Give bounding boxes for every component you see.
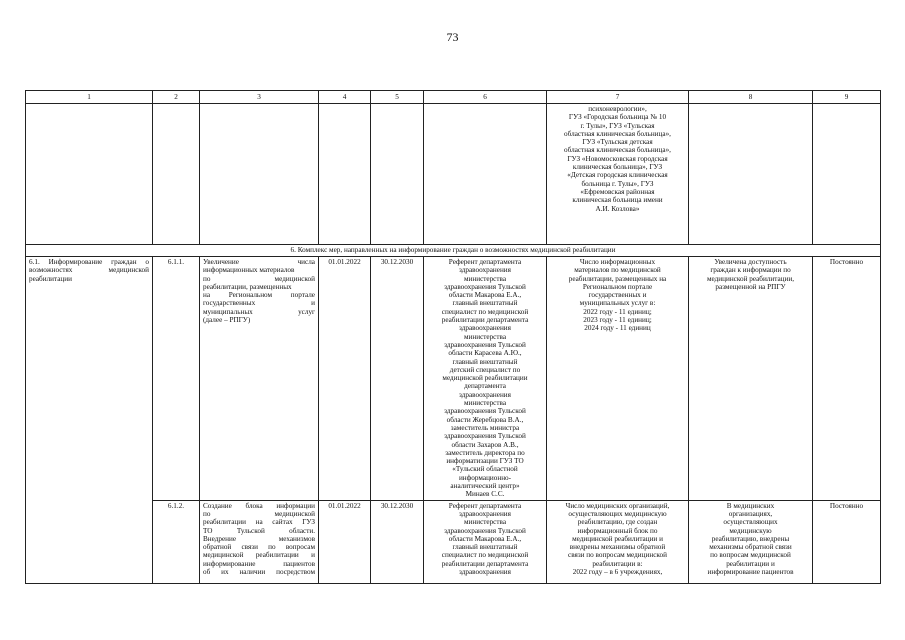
- section-row: [26, 245, 881, 257]
- cell: [319, 104, 371, 245]
- text-line: на Региональном портале: [203, 291, 315, 300]
- text-line: осуществляющих медицинскую: [568, 509, 667, 518]
- end-date: 30.12.2030: [371, 500, 424, 583]
- text-line: области Захаров А.В.,: [451, 440, 519, 449]
- responsible-cell: [424, 257, 547, 501]
- text-line: областная клиническая больница»,: [564, 129, 671, 138]
- text-line: Внедрение механизмов: [203, 534, 315, 543]
- text-line: здравоохранения: [459, 266, 511, 275]
- col-header-2: 2: [153, 91, 200, 104]
- result-cell: [689, 257, 813, 501]
- start-date: 01.01.2022: [319, 257, 371, 501]
- plan-table: [25, 90, 881, 584]
- text-line: здравоохранения: [459, 509, 511, 518]
- task-cell: 6.1. Информирование граждан о возможностях медицинской реабилитации: [26, 257, 153, 584]
- text-line: здравоохранения: [459, 390, 511, 399]
- col-header-4: 4: [319, 91, 371, 104]
- text-line: Минаев С.С.: [465, 490, 505, 499]
- text-line: главный внештатный: [452, 357, 518, 366]
- text-line: муниципальных услуг в:: [579, 299, 656, 308]
- text-line: государственных и: [588, 291, 647, 300]
- col-header-8: 8: [689, 91, 813, 104]
- col-header-1: 1: [26, 91, 153, 104]
- text-line: ГУЗ «Городская больница № 10: [568, 113, 667, 122]
- text-line: государственных и: [203, 299, 315, 308]
- text-line: реабилитации и: [726, 559, 775, 568]
- text-line: специалист по медицинской: [441, 307, 529, 316]
- text-line: В медицинских: [726, 501, 775, 510]
- text-line: психоневрологии»,: [588, 105, 647, 113]
- text-line: информационных материалов: [203, 266, 295, 275]
- text-line: области Карасева А.Ю.,: [448, 349, 522, 358]
- text-line: по вопросам медицинской: [710, 551, 791, 560]
- text-line: здравоохранения Тульской: [444, 282, 526, 291]
- text-line: здравоохранения Тульской: [444, 340, 526, 349]
- text-line: здравоохранения Тульской: [444, 432, 526, 441]
- text-line: заместитель министра: [450, 423, 520, 432]
- text-line: реабилитации, размещенных на: [568, 274, 667, 283]
- action-cell: [200, 500, 319, 583]
- text-line: Увеличение числа: [203, 258, 315, 266]
- text-line: медицинской реабилитации: [442, 374, 528, 383]
- continuation-row: [26, 104, 881, 245]
- text-line: ТО Тульской области.: [203, 526, 315, 535]
- text-line: информационно-: [458, 473, 512, 482]
- text-line: области Жеребцова В.А.,: [446, 415, 524, 424]
- text-line: Число информационных: [579, 258, 656, 266]
- text-line: связи по вопросам медицинской: [568, 551, 667, 560]
- frequency-cell: Постоянно: [813, 500, 881, 583]
- text-line: реабилитации на сайтах ГУЗ: [203, 518, 315, 527]
- text-line: 2022 году - 11 единиц;: [583, 307, 652, 316]
- text-line: информационный блок по: [577, 526, 658, 535]
- text-line: министерства: [463, 399, 507, 408]
- text-line: организациях,: [728, 509, 773, 518]
- text-line: информирование пациентов: [707, 567, 794, 576]
- text-line: Создание блока информации: [203, 501, 315, 510]
- text-line: реабилитации департамента: [441, 559, 529, 568]
- col-header-9: 9: [813, 91, 881, 104]
- text-line: больница г. Тулы», ГУЗ: [581, 179, 654, 188]
- text-line: 2024 году - 11 единиц: [584, 324, 651, 333]
- text-line: министерства: [463, 518, 507, 527]
- end-date: 30.12.2030: [371, 257, 424, 501]
- section-title: 6. Комплекс мер, направленных на информирование граждан о возможностях медицинской реабилитации: [26, 245, 881, 257]
- header-row: [26, 91, 881, 104]
- text-line: главный внештатный: [452, 299, 518, 308]
- text-line: г. Тулы», ГУЗ «Тульская: [580, 121, 655, 130]
- text-line: Число медицинских организаций,: [565, 501, 670, 510]
- start-date: 01.01.2022: [319, 500, 371, 583]
- text-line: материалов по медицинской: [574, 266, 661, 275]
- text-line: министерства: [463, 332, 507, 341]
- text-line: областная клиническая больница»,: [564, 146, 671, 155]
- text-line: медицинской реабилитации,: [707, 274, 794, 283]
- col-header-6: 6: [424, 91, 547, 104]
- item-number: 6.1.1.: [153, 257, 200, 501]
- text-line: клиническая больница имени: [572, 196, 663, 205]
- text-line: детский специалист по: [449, 365, 521, 374]
- text-line: специалист по медицинской: [441, 551, 529, 560]
- text-line: главный внештатный: [452, 543, 518, 552]
- text-line: клиническая больница», ГУЗ: [572, 163, 663, 172]
- text-line: информирование пациентов: [203, 559, 315, 568]
- text-line: граждан к информации по: [710, 266, 791, 275]
- table-row: [26, 500, 881, 583]
- action-cell: [200, 257, 319, 501]
- col-header-7: 7: [547, 91, 689, 104]
- text-line: «Ефремовская районная: [580, 187, 655, 196]
- item-number: 6.1.2.: [153, 500, 200, 583]
- text-line: реабилитации департамента: [441, 316, 529, 325]
- text-line: размещенной на РПГУ: [715, 282, 786, 291]
- text-line: здравоохранения Тульской: [444, 526, 526, 535]
- text-line: А.И. Козлова»: [595, 204, 640, 213]
- cell: [153, 104, 200, 245]
- result-cell: [689, 500, 813, 583]
- text-line: аналитический центр»: [450, 482, 520, 491]
- text-line: по медицинской: [203, 509, 315, 518]
- text-line: департамента: [464, 382, 506, 391]
- continuation-indicator-cell: [547, 104, 689, 245]
- col-header-3: 3: [200, 91, 319, 104]
- text-line: Референт департамента: [448, 501, 522, 510]
- cell: [689, 104, 813, 245]
- text-line: здравоохранения: [459, 324, 511, 333]
- indicator-cell: [547, 257, 689, 501]
- cell: [813, 104, 881, 245]
- cell: [200, 104, 319, 245]
- text-line: реабилитации, размещенных: [203, 282, 292, 291]
- text-line: 2023 году - 11 единиц;: [583, 316, 652, 325]
- cell: [26, 104, 153, 245]
- text-line: Увеличена доступность: [714, 258, 787, 266]
- text-line: Региональном портале: [582, 282, 653, 291]
- text-line: медицинскую: [729, 526, 772, 535]
- text-line: реабилитацию, внедрены: [711, 534, 790, 543]
- text-line: 2022 году – в 6 учреждениях,: [572, 567, 663, 576]
- text-line: по медицинской: [203, 274, 315, 283]
- table-row: [26, 257, 881, 501]
- text-line: заместитель директора по: [445, 448, 525, 457]
- cell: [371, 104, 424, 245]
- text-line: здравоохранения Тульской: [444, 407, 526, 416]
- text-line: Референт департамента: [448, 258, 522, 266]
- text-line: «Тульский областной: [452, 465, 518, 474]
- text-line: области Макарова Е.А.,: [448, 291, 522, 300]
- text-line: внедрены механизмы обратной: [569, 543, 666, 552]
- text-line: реабилитацию, где создан: [577, 518, 658, 527]
- col-header-5: 5: [371, 91, 424, 104]
- text-line: (далее – РПГУ): [203, 316, 251, 325]
- text-line: области Макарова Е.А.,: [448, 534, 522, 543]
- text-line: ГУЗ «Новомосковская городская: [567, 154, 668, 163]
- text-line: информатизации ГУЗ ТО: [446, 457, 524, 466]
- indicator-cell: [547, 500, 689, 583]
- text-line: медицинской реабилитации и: [572, 534, 663, 543]
- page-number: 73: [446, 30, 459, 44]
- text-line: осуществляющих: [723, 518, 778, 527]
- text-line: муниципальных услуг: [203, 307, 315, 316]
- text-line: реабилитации в:: [592, 559, 643, 568]
- text-line: министерства: [463, 274, 507, 283]
- responsible-cell: [424, 500, 547, 583]
- text-line: ГУЗ «Тульская детская: [582, 138, 653, 147]
- text-line: механизмы обратной связи: [709, 543, 792, 552]
- frequency-cell: Постоянно: [813, 257, 881, 501]
- text-line: обратной связи по вопросам: [203, 543, 315, 552]
- text-line: здравоохранения: [459, 567, 511, 576]
- cell: [424, 104, 547, 245]
- text-line: «Детская городская клиническая: [567, 171, 668, 180]
- text-line: медицинской реабилитации и: [203, 551, 315, 560]
- text-line: об их наличии посредством: [203, 567, 315, 576]
